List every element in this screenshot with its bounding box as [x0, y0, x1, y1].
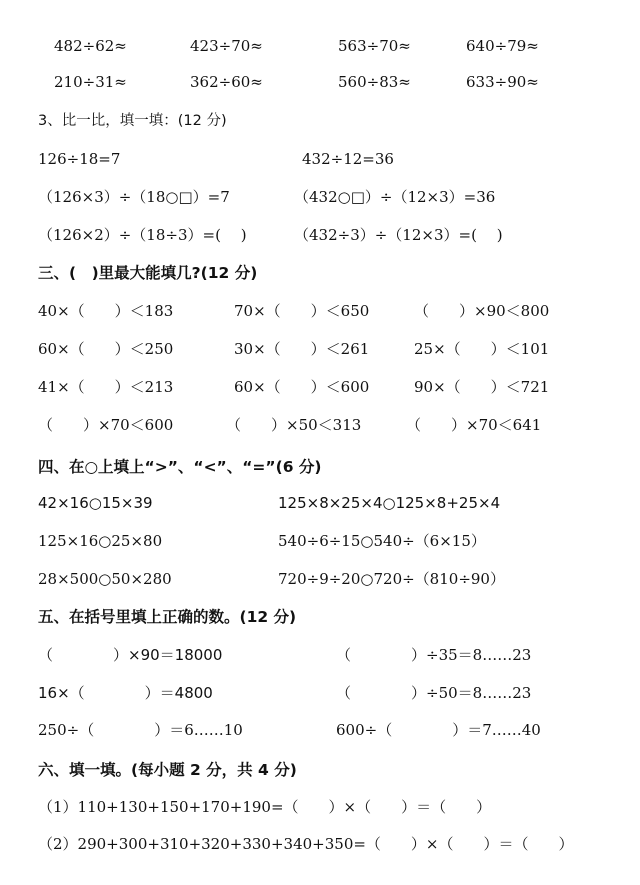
bracket-item: 16×（ ）＝4800 [38, 684, 213, 702]
compare-sign-item: 125×8×25×4○125×8+25×4 [278, 494, 501, 512]
section3-heading: 三、( )里最大能填几?(12 分) [38, 264, 258, 282]
fill-item: 40×（ ）＜183 [38, 302, 174, 320]
bracket-item: （ ）÷50＝8……23 [336, 684, 532, 702]
bracket-item: 600÷（ ）＝7……40 [336, 721, 541, 739]
compare-sign-item: 42×16○15×39 [38, 494, 153, 512]
fill-item: 41×（ ）＜213 [38, 378, 174, 396]
bracket-item: （ ）×90＝18000 [38, 646, 223, 664]
section5-heading: 五、在括号里填上正确的数。(12 分) [38, 608, 297, 626]
fill-item: （ ）×90＜800 [414, 302, 550, 320]
section4-heading: 四、在○上填上“>”、“<”、“=”(6 分) [38, 458, 322, 476]
fill-item: 25×（ ）＜101 [414, 340, 550, 358]
fill-item: 70×（ ）＜650 [234, 302, 370, 320]
compare-sign-item: 125×16○25×80 [38, 532, 163, 550]
fill-sum-item: （2）290+300+310+320+330+340+350=（ ）×（ ）＝（ ） [38, 835, 574, 853]
part3-heading: 3、比一比，填一填：(12 分) [38, 113, 227, 129]
bracket-item: （ ）÷35＝8……23 [336, 646, 532, 664]
approx-item: 640÷79≈ [466, 37, 539, 55]
compare-sign-item: 720÷9÷20○720÷（810÷90） [278, 570, 505, 588]
fill-item: 30×（ ）＜261 [234, 340, 370, 358]
compare-item: 126÷18=7 [38, 150, 121, 168]
fill-item: （ ）×70＜600 [38, 416, 174, 434]
approx-item: 362÷60≈ [190, 73, 263, 91]
fill-item: 60×（ ）＜250 [38, 340, 174, 358]
compare-item: 432÷12=36 [302, 150, 394, 168]
compare-item: （126×2）÷（18÷3）=( ) [38, 226, 247, 244]
fill-item: 90×（ ）＜721 [414, 378, 550, 396]
approx-item: 633÷90≈ [466, 73, 539, 91]
compare-item: （432○□）÷（12×3）=36 [294, 188, 496, 206]
approx-item: 423÷70≈ [190, 37, 263, 55]
approx-item: 482÷62≈ [54, 37, 127, 55]
bracket-item: 250÷（ ）＝6……10 [38, 721, 243, 739]
fill-item: 60×（ ）＜600 [234, 378, 370, 396]
approx-item: 210÷31≈ [54, 73, 127, 91]
compare-sign-item: 540÷6÷15○540÷（6×15） [278, 532, 486, 550]
compare-item: （432÷3）÷（12×3）=( ) [294, 226, 503, 244]
compare-sign-item: 28×500○50×280 [38, 570, 172, 588]
fill-sum-item: （1）110+130+150+170+190=（ ）×（ ）＝（ ） [38, 798, 492, 816]
section6-heading: 六、填一填。(每小题 2 分，共 4 分) [38, 761, 297, 779]
approx-item: 563÷70≈ [338, 37, 411, 55]
fill-item: （ ）×70＜641 [406, 416, 542, 434]
approx-item: 560÷83≈ [338, 73, 411, 91]
compare-item: （126×3）÷（18○□）=7 [38, 188, 230, 206]
fill-item: （ ）×50＜313 [226, 416, 362, 434]
